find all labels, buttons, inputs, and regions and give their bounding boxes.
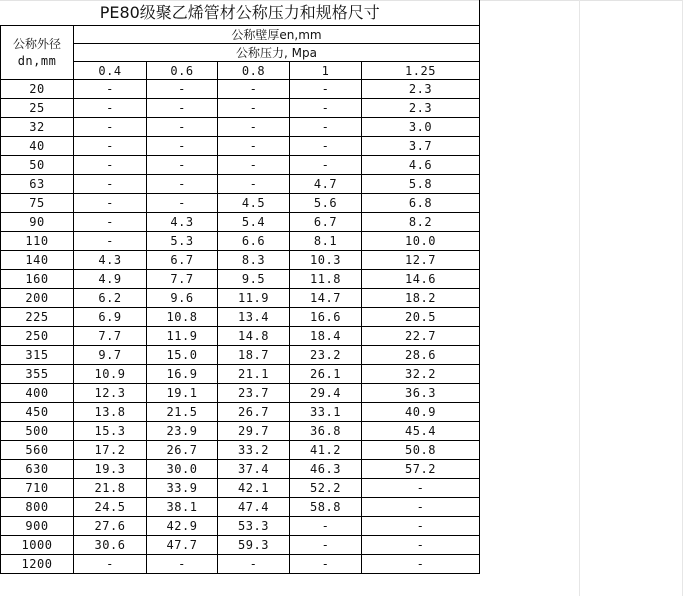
- wall-thickness-cell: 32.2: [362, 365, 480, 384]
- table-row: [1, 99, 480, 118]
- pressure-header: [74, 44, 480, 62]
- table-row: [1, 403, 480, 422]
- wall-thickness-cell: 46.3: [290, 460, 362, 479]
- dn-cell: 90: [1, 213, 74, 232]
- table-row: [1, 536, 480, 555]
- wall-thickness-cell: 4.7: [290, 175, 362, 194]
- wall-thickness-cell: 14.7: [290, 289, 362, 308]
- dn-cell: 900: [1, 517, 74, 536]
- wall-thickness-cell: 41.2: [290, 441, 362, 460]
- table-row: [1, 555, 480, 574]
- wall-thickness-cell: 19.3: [74, 460, 147, 479]
- pressure-column-header: 1.25: [362, 62, 480, 80]
- wall-thickness-cell: 29.7: [218, 422, 290, 441]
- dn-cell: 32: [1, 118, 74, 137]
- wall-thickness-cell: -: [290, 137, 362, 156]
- wall-thickness-cell: 10.3: [290, 251, 362, 270]
- wall-thickness-cell: 7.7: [74, 327, 147, 346]
- wall-thickness-cell: 2.3: [362, 99, 480, 118]
- wall-thickness-cell: 5.8: [362, 175, 480, 194]
- sheet-gridline-vertical: [579, 0, 580, 596]
- wall-thickness-cell: -: [74, 80, 147, 99]
- wall-thickness-label: 公称壁厚en,mm: [231, 27, 322, 42]
- wall-thickness-cell: 17.2: [74, 441, 147, 460]
- table-row: [1, 118, 480, 137]
- wall-thickness-cell: -: [147, 194, 218, 213]
- wall-thickness-cell: -: [74, 213, 147, 232]
- wall-thickness-cell: -: [362, 479, 480, 498]
- wall-thickness-cell: -: [290, 156, 362, 175]
- wall-thickness-cell: 57.2: [362, 460, 480, 479]
- dn-cell: 225: [1, 308, 74, 327]
- wall-thickness-cell: 21.5: [147, 403, 218, 422]
- table-row: [1, 137, 480, 156]
- wall-thickness-cell: -: [290, 99, 362, 118]
- wall-thickness-cell: 10.0: [362, 232, 480, 251]
- wall-thickness-cell: 10.9: [74, 365, 147, 384]
- wall-thickness-cell: -: [218, 175, 290, 194]
- wall-thickness-cell: 5.4: [218, 213, 290, 232]
- wall-thickness-cell: 11.9: [218, 289, 290, 308]
- wall-thickness-cell: 6.9: [74, 308, 147, 327]
- dn-cell: 400: [1, 384, 74, 403]
- wall-thickness-cell: 50.8: [362, 441, 480, 460]
- wall-thickness-header: [74, 26, 480, 44]
- wall-thickness-cell: -: [74, 232, 147, 251]
- dn-cell: 110: [1, 232, 74, 251]
- dn-cell: 20: [1, 80, 74, 99]
- wall-thickness-cell: -: [74, 156, 147, 175]
- dn-cell: 450: [1, 403, 74, 422]
- wall-thickness-cell: 40.9: [362, 403, 480, 422]
- table-row: [1, 365, 480, 384]
- wall-thickness-cell: 8.1: [290, 232, 362, 251]
- table-row: [1, 308, 480, 327]
- wall-thickness-cell: 6.2: [74, 289, 147, 308]
- wall-thickness-cell: -: [290, 555, 362, 574]
- table-row: [1, 156, 480, 175]
- dn-cell: 63: [1, 175, 74, 194]
- wall-thickness-cell: -: [218, 156, 290, 175]
- wall-thickness-cell: -: [74, 137, 147, 156]
- wall-thickness-cell: -: [290, 118, 362, 137]
- dn-cell: 40: [1, 137, 74, 156]
- wall-thickness-cell: 11.9: [147, 327, 218, 346]
- wall-thickness-cell: 37.4: [218, 460, 290, 479]
- wall-thickness-cell: -: [290, 80, 362, 99]
- wall-thickness-cell: 27.6: [74, 517, 147, 536]
- table-row: [1, 270, 480, 289]
- table-row: [1, 327, 480, 346]
- wall-thickness-cell: 23.2: [290, 346, 362, 365]
- wall-thickness-cell: 4.3: [74, 251, 147, 270]
- wall-thickness-cell: -: [147, 555, 218, 574]
- dn-header-line1: 公称外径: [12, 36, 61, 51]
- wall-thickness-cell: -: [218, 80, 290, 99]
- table-row: [1, 441, 480, 460]
- wall-thickness-cell: -: [290, 536, 362, 555]
- wall-thickness-cell: 33.2: [218, 441, 290, 460]
- dn-cell: 355: [1, 365, 74, 384]
- dn-cell: 250: [1, 327, 74, 346]
- wall-thickness-cell: 11.8: [290, 270, 362, 289]
- table-row: [1, 384, 480, 403]
- wall-thickness-cell: -: [218, 555, 290, 574]
- wall-thickness-cell: 18.2: [362, 289, 480, 308]
- dn-cell: 800: [1, 498, 74, 517]
- wall-thickness-cell: 30.0: [147, 460, 218, 479]
- wall-thickness-cell: 14.8: [218, 327, 290, 346]
- wall-thickness-cell: -: [147, 118, 218, 137]
- wall-thickness-cell: 28.6: [362, 346, 480, 365]
- wall-thickness-cell: 9.5: [218, 270, 290, 289]
- wall-thickness-cell: -: [218, 137, 290, 156]
- pressure-label: 公称压力, Mpa: [236, 45, 317, 60]
- wall-thickness-cell: 23.7: [218, 384, 290, 403]
- wall-thickness-cell: 26.1: [290, 365, 362, 384]
- dn-cell: 630: [1, 460, 74, 479]
- wall-thickness-cell: 8.2: [362, 213, 480, 232]
- table-row: [1, 194, 480, 213]
- wall-thickness-cell: 36.8: [290, 422, 362, 441]
- wall-thickness-cell: 9.6: [147, 289, 218, 308]
- table-row: [1, 175, 480, 194]
- wall-thickness-cell: 53.3: [218, 517, 290, 536]
- wall-thickness-cell: 19.1: [147, 384, 218, 403]
- table-row: [1, 346, 480, 365]
- table-row: [1, 517, 480, 536]
- wall-thickness-cell: 45.4: [362, 422, 480, 441]
- wall-thickness-cell: -: [218, 118, 290, 137]
- wall-thickness-cell: 4.9: [74, 270, 147, 289]
- wall-thickness-cell: 3.0: [362, 118, 480, 137]
- wall-thickness-cell: 21.8: [74, 479, 147, 498]
- wall-thickness-cell: -: [362, 517, 480, 536]
- wall-thickness-cell: 24.5: [74, 498, 147, 517]
- dn-header-line2: dn,mm: [17, 53, 57, 68]
- dn-cell: 500: [1, 422, 74, 441]
- pressure-column-header: 0.4: [74, 62, 147, 80]
- wall-thickness-cell: 6.8: [362, 194, 480, 213]
- wall-thickness-cell: -: [74, 175, 147, 194]
- wall-thickness-cell: 4.3: [147, 213, 218, 232]
- wall-thickness-cell: 15.3: [74, 422, 147, 441]
- table-title: PE80级聚乙烯管材公称压力和规格尺寸: [1, 0, 480, 26]
- table-row: [1, 80, 480, 99]
- wall-thickness-cell: -: [74, 194, 147, 213]
- wall-thickness-cell: 3.7: [362, 137, 480, 156]
- wall-thickness-cell: 16.6: [290, 308, 362, 327]
- wall-thickness-cell: 52.2: [290, 479, 362, 498]
- wall-thickness-cell: 29.4: [290, 384, 362, 403]
- table-row: [1, 289, 480, 308]
- wall-thickness-cell: 23.9: [147, 422, 218, 441]
- wall-thickness-cell: 21.1: [218, 365, 290, 384]
- table-body: [1, 80, 480, 574]
- dn-cell: 75: [1, 194, 74, 213]
- wall-thickness-cell: 2.3: [362, 80, 480, 99]
- pressure-column-header: 0.8: [218, 62, 290, 80]
- wall-thickness-cell: -: [362, 536, 480, 555]
- wall-thickness-cell: 4.6: [362, 156, 480, 175]
- dn-cell: 160: [1, 270, 74, 289]
- table-row: [1, 213, 480, 232]
- wall-thickness-cell: -: [147, 137, 218, 156]
- wall-thickness-cell: 4.5: [218, 194, 290, 213]
- wall-thickness-cell: 13.8: [74, 403, 147, 422]
- pressure-column-header: 0.6: [147, 62, 218, 80]
- wall-thickness-cell: 6.6: [218, 232, 290, 251]
- wall-thickness-cell: 9.7: [74, 346, 147, 365]
- wall-thickness-cell: 42.1: [218, 479, 290, 498]
- wall-thickness-cell: 15.0: [147, 346, 218, 365]
- wall-thickness-cell: 6.7: [147, 251, 218, 270]
- wall-thickness-cell: -: [147, 175, 218, 194]
- wall-thickness-cell: -: [147, 80, 218, 99]
- wall-thickness-cell: 38.1: [147, 498, 218, 517]
- wall-thickness-cell: 7.7: [147, 270, 218, 289]
- wall-thickness-cell: 13.4: [218, 308, 290, 327]
- dn-cell: 710: [1, 479, 74, 498]
- dn-cell: 1200: [1, 555, 74, 574]
- wall-thickness-cell: -: [362, 498, 480, 517]
- wall-thickness-cell: 59.3: [218, 536, 290, 555]
- wall-thickness-cell: 20.5: [362, 308, 480, 327]
- wall-thickness-cell: 33.1: [290, 403, 362, 422]
- wall-thickness-cell: 58.8: [290, 498, 362, 517]
- dn-cell: 200: [1, 289, 74, 308]
- wall-thickness-cell: -: [290, 517, 362, 536]
- wall-thickness-cell: 26.7: [147, 441, 218, 460]
- dn-cell: 560: [1, 441, 74, 460]
- wall-thickness-cell: -: [362, 555, 480, 574]
- wall-thickness-cell: 10.8: [147, 308, 218, 327]
- wall-thickness-cell: 12.7: [362, 251, 480, 270]
- wall-thickness-cell: 47.4: [218, 498, 290, 517]
- wall-thickness-cell: 16.9: [147, 365, 218, 384]
- wall-thickness-cell: 5.6: [290, 194, 362, 213]
- wall-thickness-cell: 36.3: [362, 384, 480, 403]
- wall-thickness-cell: 14.6: [362, 270, 480, 289]
- dn-cell: 315: [1, 346, 74, 365]
- wall-thickness-cell: 22.7: [362, 327, 480, 346]
- wall-thickness-cell: -: [74, 99, 147, 118]
- table-row: [1, 498, 480, 517]
- wall-thickness-cell: 6.7: [290, 213, 362, 232]
- table-row: [1, 479, 480, 498]
- table-row: [1, 251, 480, 270]
- dn-cell: 50: [1, 156, 74, 175]
- wall-thickness-cell: 12.3: [74, 384, 147, 403]
- wall-thickness-cell: -: [147, 156, 218, 175]
- dn-cell: 25: [1, 99, 74, 118]
- table-row: [1, 422, 480, 441]
- wall-thickness-cell: 5.3: [147, 232, 218, 251]
- wall-thickness-cell: 18.4: [290, 327, 362, 346]
- dn-cell: 1000: [1, 536, 74, 555]
- wall-thickness-cell: 30.6: [74, 536, 147, 555]
- table-row: [1, 232, 480, 251]
- wall-thickness-cell: -: [74, 555, 147, 574]
- wall-thickness-cell: 18.7: [218, 346, 290, 365]
- wall-thickness-cell: 42.9: [147, 517, 218, 536]
- wall-thickness-cell: 26.7: [218, 403, 290, 422]
- wall-thickness-cell: 33.9: [147, 479, 218, 498]
- dn-header-cell: [1, 26, 74, 80]
- dn-cell: 140: [1, 251, 74, 270]
- wall-thickness-cell: 8.3: [218, 251, 290, 270]
- wall-thickness-cell: -: [74, 118, 147, 137]
- wall-thickness-cell: 47.7: [147, 536, 218, 555]
- pressure-column-header: 1: [290, 62, 362, 80]
- wall-thickness-cell: -: [218, 99, 290, 118]
- table-row: [1, 460, 480, 479]
- wall-thickness-cell: -: [147, 99, 218, 118]
